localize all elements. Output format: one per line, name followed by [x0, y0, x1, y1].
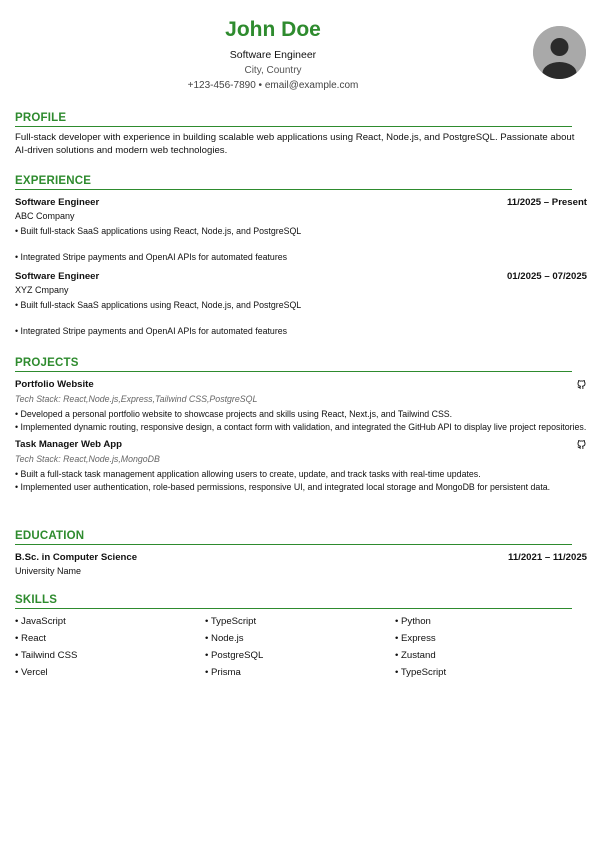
candidate-title: Software Engineer: [229, 49, 317, 61]
project-bullet: • Implemented user authentication, role-based permissions, responsive UI, and integrated local storage and MongoDB for persistent data.: [15, 481, 551, 492]
projects-section: [15, 356, 587, 493]
resume-header: [0, 18, 546, 91]
degree-name: B.Sc. in Computer Science: [15, 552, 138, 563]
school-name: University Name: [15, 566, 82, 576]
education-entry: [15, 552, 587, 577]
project-bullet: • Implemented dynamic routing, responsive design, a contact form with validation, and integrated the GitHub API to display live project repositories.: [15, 421, 587, 432]
project-tech-stack: Tech Stack: React,Node.js,Express,Tailwind CSS,PostgreSQL: [15, 394, 258, 404]
project-tech-stack: Tech Stack: React,Node.js,MongoDB: [15, 454, 160, 464]
project-entry: [15, 439, 587, 493]
company-name: ABC Company: [15, 211, 75, 221]
job-dates: 01/2025 – 07/2025: [506, 271, 587, 282]
job-bullet: • Integrated Stripe payments and OpenAI APIs for automated features: [15, 251, 288, 262]
education-dates: 11/2021 – 11/2025: [508, 552, 587, 563]
skill-item: • Vercel: [15, 667, 48, 678]
skill-item: • Express: [395, 633, 436, 644]
job-title: Software Engineer: [15, 197, 100, 208]
skill-item: • JavaScript: [15, 616, 66, 627]
github-icon[interactable]: [576, 439, 587, 450]
candidate-location: City, Country: [244, 65, 302, 76]
github-icon[interactable]: [576, 379, 587, 390]
experience-entry: [15, 197, 587, 263]
skill-item: • Zustand: [395, 650, 436, 661]
job-bullet: • Built full-stack SaaS applications using React, Node.js, and PostgreSQL: [15, 226, 302, 236]
education-heading: EDUCATION: [15, 529, 572, 545]
skill-item: • Tailwind CSS: [15, 650, 78, 661]
skill-item: • PostgreSQL: [205, 650, 264, 661]
experience-entry: [15, 271, 587, 337]
user-avatar-icon: [533, 26, 586, 79]
education-section: [15, 529, 587, 577]
profile-heading: PROFILE: [15, 111, 572, 127]
skill-item: • TypeScript: [205, 616, 257, 627]
skill-item: • Prisma: [205, 667, 241, 678]
profile-summary: Full-stack developer with experience in building scalable web applications using React, Node.js, and PostgreSQL. Passionate about AI-driven solutions and modern web technologies.: [15, 132, 575, 156]
skill-item: • Node.js: [205, 633, 244, 644]
profile-section: [15, 111, 587, 157]
skill-item: • Python: [395, 616, 431, 627]
project-name: Task Manager Web App: [15, 439, 122, 450]
candidate-name: John Doe: [225, 18, 321, 41]
skill-item: • TypeScript: [395, 667, 447, 678]
job-title: Software Engineer: [15, 271, 100, 282]
job-dates: 11/2025 – Present: [506, 197, 587, 208]
project-entry: [15, 379, 587, 433]
candidate-contact: +123-456-7890 • email@example.com: [187, 80, 359, 91]
experience-section: [15, 174, 587, 337]
project-name: Portfolio Website: [15, 379, 94, 390]
skills-heading: SKILLS: [15, 593, 572, 609]
projects-heading: PROJECTS: [15, 356, 572, 372]
project-bullet: • Developed a personal portfolio website to showcase projects and skills using React, Next.js, and Tailwind CSS.: [15, 409, 453, 419]
job-bullet: • Built full-stack SaaS applications using React, Node.js, and PostgreSQL: [15, 300, 302, 310]
skill-item: • React: [15, 633, 47, 644]
job-bullet: • Integrated Stripe payments and OpenAI APIs for automated features: [15, 325, 288, 336]
company-name: XYZ Cmpany: [15, 285, 69, 295]
project-bullet: • Built a full-stack task management application allowing users to create, update, and track tasks with real-time updates.: [15, 469, 481, 479]
skills-section: [15, 593, 587, 679]
experience-heading: EXPERIENCE: [15, 174, 572, 190]
skills-list: [15, 615, 587, 679]
